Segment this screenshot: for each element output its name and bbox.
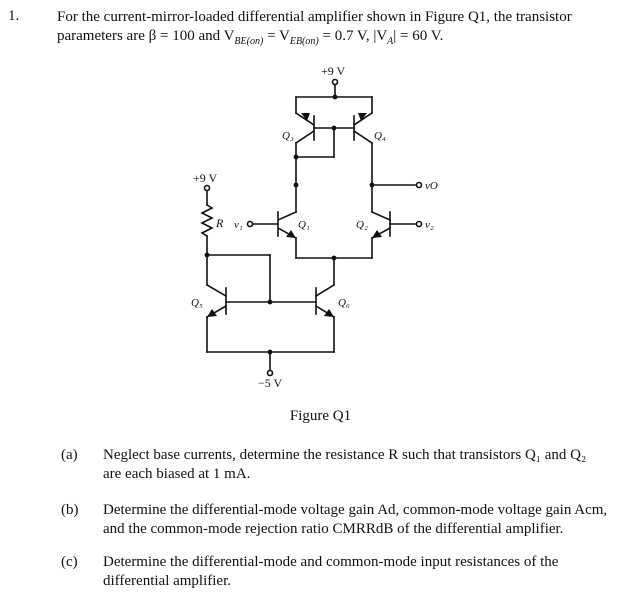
vcc-top-label: +9 V [321,64,346,78]
intro-line-1: For the current-mirror-loaded differential amplifier shown in Figure Q1, the transistor [57,9,572,25]
q4-label: Q₄ [374,130,386,142]
resistor-label: R [216,216,224,230]
part-c-label: (c) [61,554,78,570]
question-number: 1. [8,8,20,24]
v2-label: v₂ [425,219,434,231]
q5-label: Q₅ [191,297,203,309]
part-a-label: (a) [61,447,78,463]
q6-label: Q₆ [338,297,350,309]
vo-label: vO [425,180,438,192]
vee-label: −5 V [258,376,283,390]
q3-label: Q₃ [282,130,294,142]
part-a-text: Neglect base currents, determine the resistance R such that transistors Q₁ and Q₂ are each biased at 1 mA. [103,447,587,482]
q1-label: Q₁ [298,219,310,231]
intro-line-2: parameters are β = 100 and $V_{BE(on)} = V_{EB(on)} = 0.7$ V, $|V_A| = 60$ V. [57,28,444,47]
v1-label: v₁ [234,219,243,231]
part-c-text: Determine the differential-mode and common-mode input resistances of the differential amplifier. [103,554,559,589]
vcc-left-label: +9 V [193,171,218,185]
part-b-text: Determine the differential-mode voltage gain Ad, common-mode voltage gain Acm, and the common-mode rejection ratio CMRRdB of the differential amplifier. [103,502,608,537]
part-b-label: (b) [61,502,79,518]
figure-caption: Figure Q1 [289,408,352,424]
q2-label: Q₂ [356,219,368,231]
